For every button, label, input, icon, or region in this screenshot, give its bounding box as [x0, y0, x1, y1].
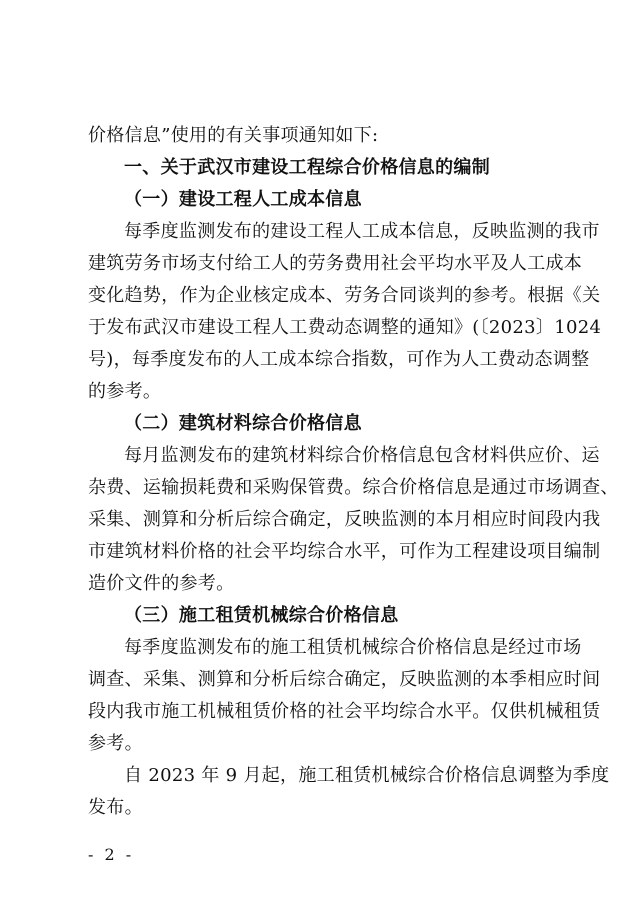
paragraph-line: 于发布武汉市建设工程人工费动态调整的通知》(〔2023〕1024 — [88, 317, 602, 338]
paragraph-line: 段内我市施工机械租赁价格的社会平均综合水平。仅供机械租赁 — [88, 701, 601, 722]
subsection-3-title: （三）施工租赁机械综合价格信息 — [124, 605, 399, 626]
paragraph-line: 市建筑材料价格的社会平均综合水平，可作为工程建设项目编制 — [88, 541, 601, 562]
page-number: - 2 - — [88, 845, 135, 864]
paragraph-line: 变化趋势，作为企业核定成本、劳务合同谈判的参考。根据《关 — [88, 285, 601, 306]
subsection-2-title: （二）建筑材料综合价格信息 — [124, 413, 362, 434]
document-body — [88, 120, 619, 824]
paragraph-line: 每季度监测发布的建设工程人工成本信息，反映监测的我市 — [124, 221, 600, 242]
subsection-1-title: （一）建设工程人工成本信息 — [124, 189, 362, 210]
paragraph-line: 每月监测发布的建筑材料综合价格信息包含材料供应价、运 — [124, 445, 600, 466]
paragraph-line: 自 2023 年 9 月起，施工租赁机械综合价格信息调整为季度 — [124, 765, 610, 786]
paragraph-line: 参考。 — [88, 733, 143, 754]
paragraph-line: 每季度监测发布的施工租赁机械综合价格信息是经过市场 — [124, 637, 582, 658]
paragraph-line: 建筑劳务市场支付给工人的劳务费用社会平均水平及人工成本 — [88, 253, 583, 274]
paragraph-line: 采集、测算和分析后综合确定，反映监测的本月相应时间段内我 — [88, 509, 601, 530]
paragraph-line: 调查、采集、测算和分析后综合确定，反映监测的本季相应时间 — [88, 669, 601, 690]
paragraph-line: 杂费、运输损耗费和采购保管费。综合价格信息是通过市场调查、 — [88, 477, 619, 498]
section-1-title: 一、关于武汉市建设工程综合价格信息的编制 — [124, 157, 490, 178]
paragraph-line: 号)，每季度发布的人工成本综合指数，可作为人工费动态调整 — [88, 349, 590, 370]
intro-tail-line: 价格信息”使用的有关事项通知如下: — [88, 125, 379, 146]
paragraph-line: 造价文件的参考。 — [88, 573, 235, 594]
paragraph-line: 的参考。 — [88, 381, 162, 402]
paragraph-line: 发布。 — [88, 797, 143, 818]
